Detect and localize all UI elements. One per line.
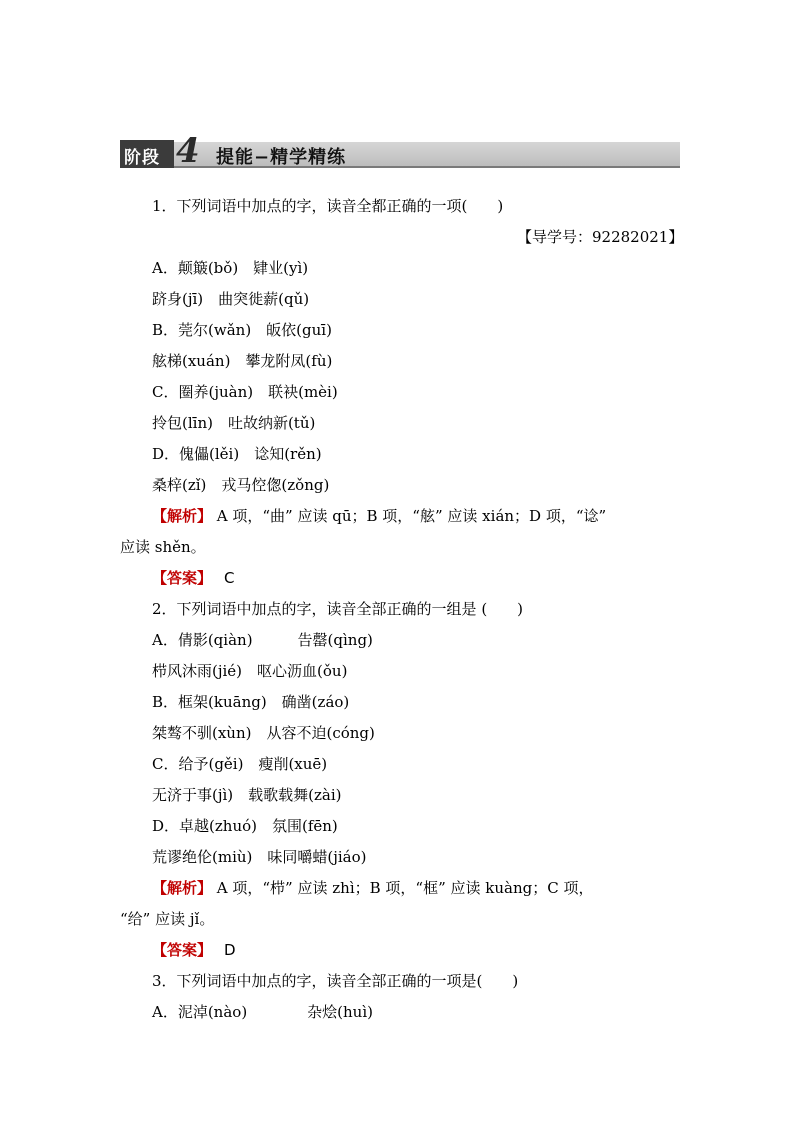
q1-analysis bbox=[152, 506, 606, 526]
q2-option-d-cont: 荒谬绝伦(miù) 味同嚼蜡(jiáo) bbox=[152, 848, 367, 866]
q2-answer bbox=[152, 940, 236, 960]
q2-option-b-cont: 桀骜不驯(xùn) 从容不迫(cóng) bbox=[152, 724, 375, 742]
section-title: 提能−精学精练 bbox=[216, 147, 347, 168]
q2-option-a: A．倩影(qiàn) 告罄(qìng) bbox=[152, 631, 373, 649]
q2-analysis-cont: “给” 应读 jǐ。 bbox=[120, 910, 215, 928]
q1-option-b-cont: 舷梯(xuán) 攀龙附凤(fù) bbox=[152, 352, 333, 370]
q2-analysis-text: A 项，“栉” 应读 zhì；B 项，“框” 应读 kuàng；C 项， bbox=[212, 879, 594, 897]
analysis-tag: 【解析】 bbox=[152, 507, 213, 525]
q1-option-d: D．傀儡(lěi) 谂知(rěn) bbox=[152, 445, 322, 463]
q1-option-a-cont: 跻身(jī) 曲突徙薪(qǔ) bbox=[152, 290, 310, 308]
q1-analysis-cont: 应读 shěn。 bbox=[120, 538, 206, 556]
q2-option-c: C．给予(gěi) 瘦削(xuē) bbox=[152, 755, 328, 773]
q1-option-d-cont: 桑梓(zǐ) 戎马倥偬(zǒng) bbox=[152, 476, 330, 494]
answer-tag: 【答案】 bbox=[152, 941, 213, 959]
q1-option-a: A．颠簸(bǒ) 肄业(yì) bbox=[152, 259, 309, 277]
q2-answer-value: D bbox=[224, 941, 236, 959]
q2-analysis bbox=[152, 878, 594, 898]
stage-number: 4 bbox=[176, 131, 200, 171]
q3-stem: 3．下列词语中加点的字，读音全部正确的一项是( ) bbox=[152, 972, 519, 990]
q1-option-c-cont: 拎包(līn) 吐故纳新(tǔ) bbox=[152, 414, 316, 432]
q2-stem: 2．下列词语中加点的字，读音全部正确的一组是 ( ) bbox=[152, 600, 524, 618]
stage-label: 阶段 bbox=[124, 148, 160, 168]
q2-option-d: D．卓越(zhuó) 氛围(fēn) bbox=[152, 817, 338, 835]
q1-stem: 1．下列词语中加点的字，读音全都正确的一项( ) bbox=[152, 197, 504, 215]
stage-label-box bbox=[120, 140, 174, 168]
q1-answer bbox=[152, 568, 235, 588]
q1-analysis-text: A 项，“曲” 应读 qū；B 项，“舷” 应读 xián；D 项，“谂” bbox=[212, 507, 607, 525]
q3-option-a: A．泥淖(nào) 杂烩(huì) bbox=[152, 1003, 373, 1021]
q2-option-c-cont: 无济于事(jì) 载歌载舞(zài) bbox=[152, 786, 342, 804]
q1-option-b: B．莞尔(wǎn) 皈依(guī) bbox=[152, 321, 332, 339]
q1-ref: 【导学号：92282021】 bbox=[517, 228, 684, 246]
q1-option-c: C．圈养(juàn) 联袂(mèi) bbox=[152, 383, 338, 401]
stage-banner bbox=[120, 131, 680, 171]
answer-tag: 【答案】 bbox=[152, 569, 213, 587]
q1-answer-value: C bbox=[224, 569, 235, 587]
analysis-tag: 【解析】 bbox=[152, 879, 213, 897]
q2-option-b: B．框架(kuāng) 确凿(záo) bbox=[152, 693, 350, 711]
q2-option-a-cont: 栉风沐雨(jié) 呕心沥血(ǒu) bbox=[152, 662, 348, 680]
